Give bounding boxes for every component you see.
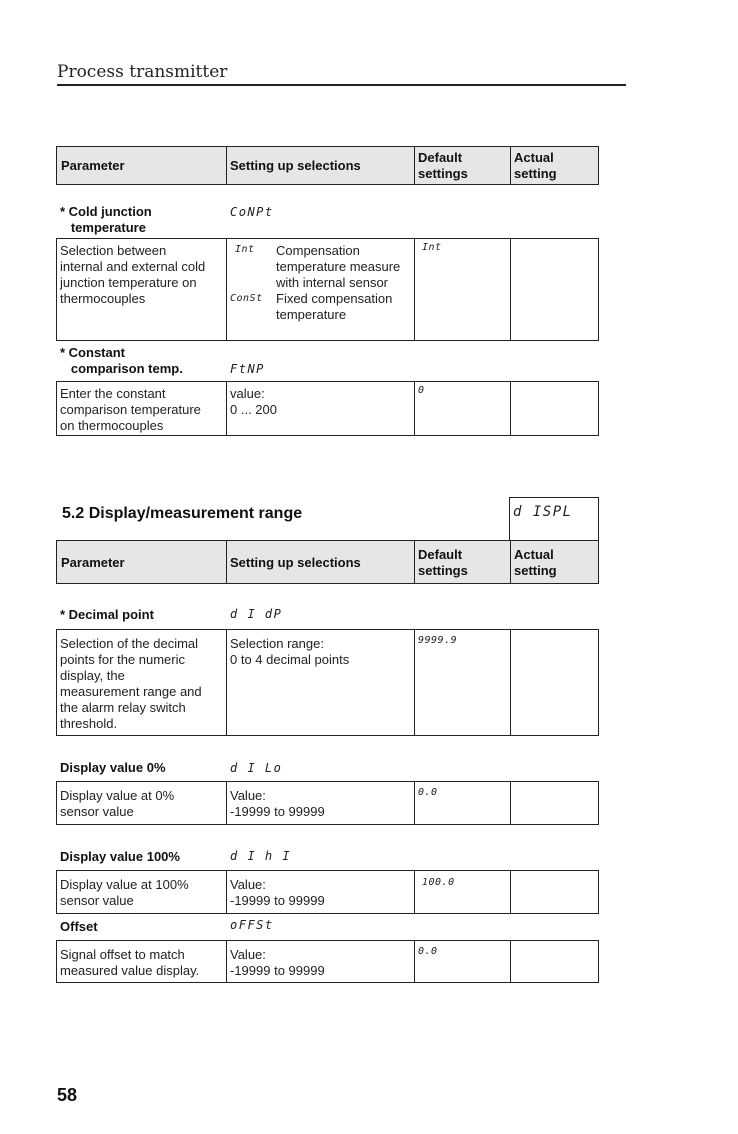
option-code-const: ConSt [230,293,263,304]
description-decimal-point: Selection of the decimal points for the numeric display, the measurement range and the alarm relay switch threshold. [60,636,202,731]
param-code-cold-junction: CoNPt [230,205,274,219]
param-code-offset: oFFSt [230,918,274,932]
param-code-constant-comparison: FtNP [230,362,265,376]
table-row-decimal-point [56,629,599,736]
default-display-0: 0.0 [418,787,438,798]
option-code-int: Int [235,244,255,255]
description-cold-junction: Selection between internal and external cold junction temperature on thermocouples [60,243,206,306]
section-code-box [509,497,599,541]
setting-offset: Value: -19999 to 99999 [230,947,325,978]
col-parameter-2: Parameter [61,555,125,570]
default-decimal-point: 9999.9 [418,635,458,646]
param-code-display-100: d I h I [230,849,292,863]
table-header-1 [56,146,599,185]
page-number: 58 [57,1085,78,1105]
setting-decimal-point: Selection range: 0 to 4 decimal points [230,636,350,667]
table-row-display-100 [56,870,599,914]
param-label-display-0: Display value 0% [60,760,166,775]
setting-display-100: Value: -19999 to 99999 [230,877,325,908]
col-setting: Setting up selections [230,158,361,173]
table-row-display-0 [56,781,599,825]
option-text-const: Fixed compensation temperature [276,291,393,322]
table-row-constant-comparison [56,381,599,436]
col-default-2: Default settings [418,547,468,578]
param-code-display-0: d I Lo [230,761,283,775]
table-row-cold-junction [56,238,599,341]
description-display-100: Display value at 100% sensor value [60,877,189,908]
default-cold-junction: Int [422,242,442,253]
description-offset: Signal offset to match measured value display. [60,947,200,978]
table-header-2 [56,540,599,584]
setting-display-0: Value: -19999 to 99999 [230,788,325,819]
col-actual: Actual setting [514,150,557,181]
col-setting-2: Setting up selections [230,555,361,570]
param-label-decimal-point: * Decimal point [60,607,154,622]
description-display-0: Display value at 0% sensor value [60,788,175,819]
col-actual-2: Actual setting [514,547,557,578]
param-label-display-100: Display value 100% [60,849,180,864]
param-label-cold-junction: * Cold junction temperature [60,204,152,235]
col-parameter: Parameter [61,158,125,173]
header-rule [57,84,626,86]
col-default: Default settings [418,150,468,181]
default-constant-comparison: 0 [418,385,425,396]
setting-constant-comparison: value: 0 ... 200 [230,386,277,417]
description-constant-comparison: Enter the constant comparison temperature on thermocouples [60,386,201,433]
param-label-constant-comparison: * Constant comparison temp. [60,345,183,376]
param-code-decimal-point: d I dP [230,607,283,621]
default-display-100: 100.0 [422,877,455,888]
page-header-title: Process transmitter [57,62,228,82]
default-offset: 0.0 [418,946,438,957]
section-title: 5.2 Display/measurement range [62,505,303,522]
table-row-offset [56,940,599,983]
section-code: d ISPL [513,504,573,520]
option-text-int: Compensation temperature measure with internal sensor [276,243,401,290]
param-label-offset: Offset [60,919,98,934]
